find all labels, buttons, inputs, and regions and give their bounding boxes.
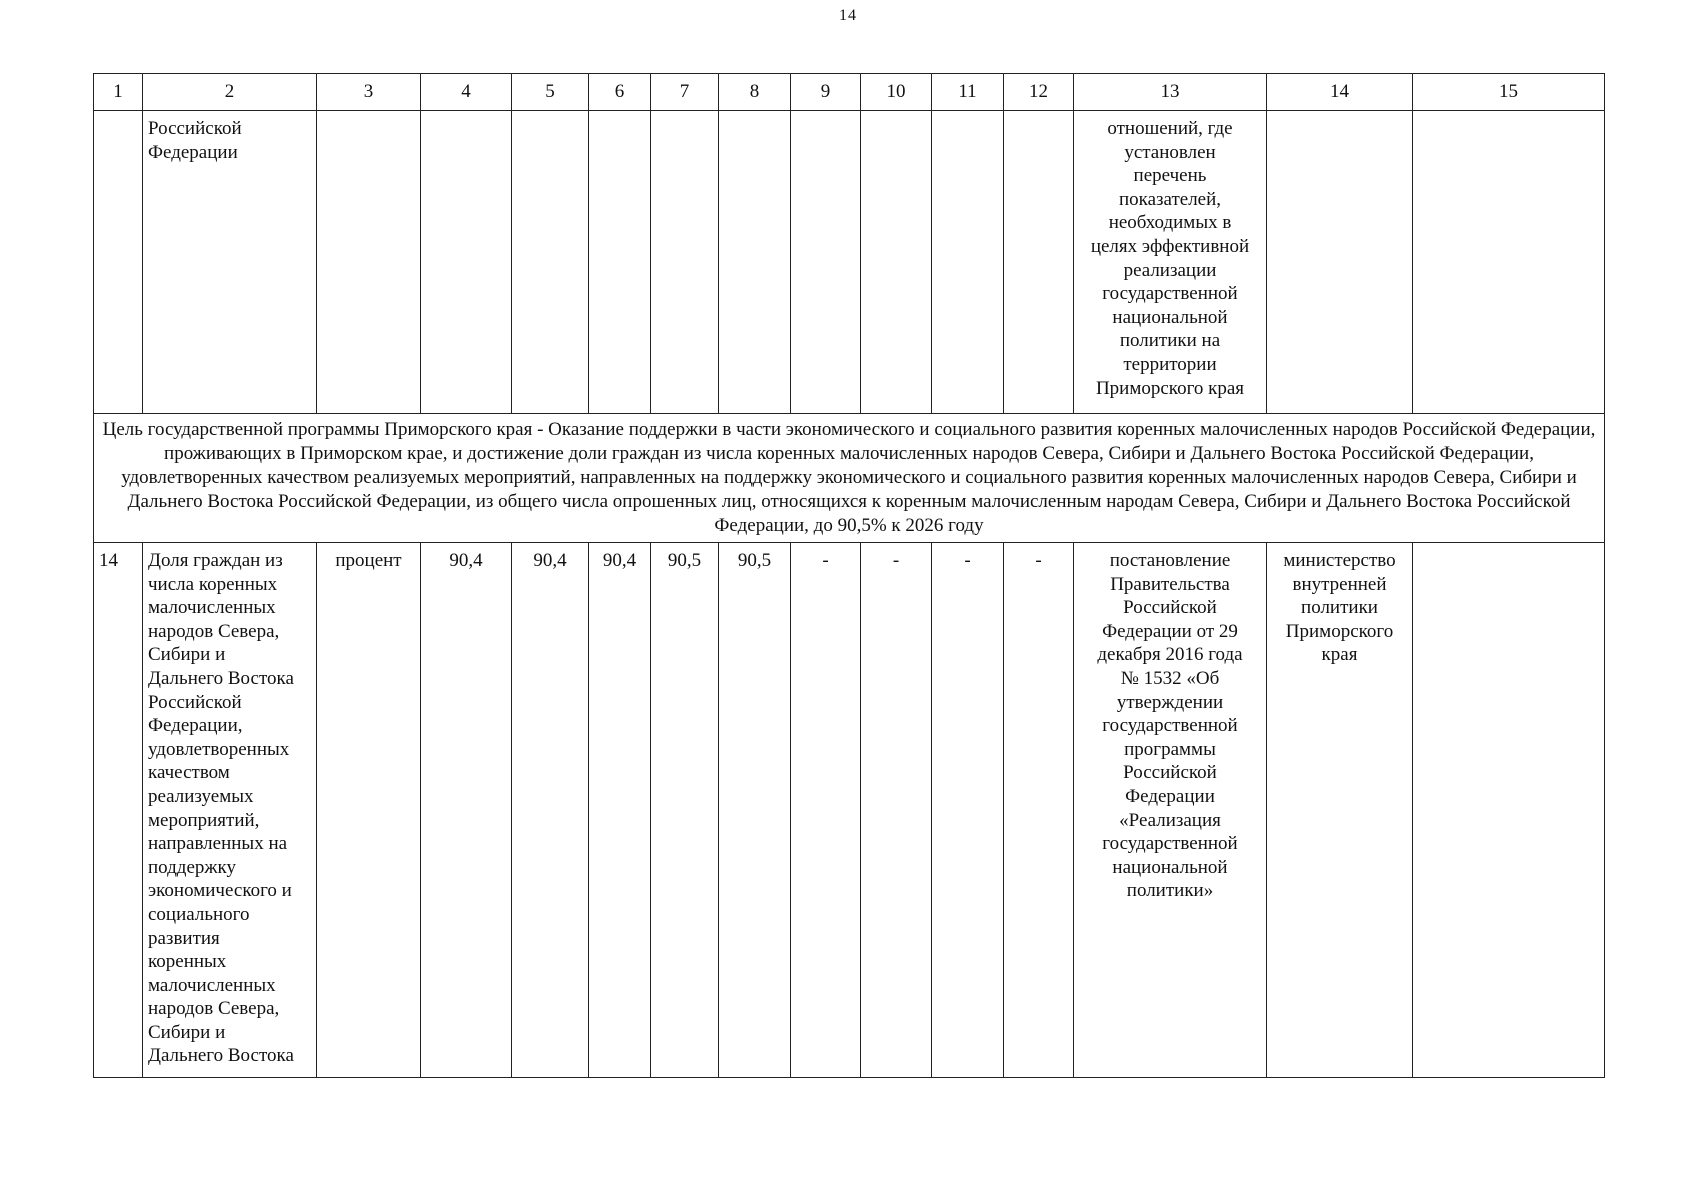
table-row: [94, 111, 1605, 414]
header-cell: 8: [719, 74, 791, 111]
value-cell: -: [861, 543, 932, 1078]
value-cell: 90,5: [651, 543, 719, 1078]
table-cell: [1074, 111, 1267, 414]
table-row: [94, 543, 1605, 1078]
table-cell: [94, 111, 143, 414]
header-cell: 14: [1267, 74, 1413, 111]
header-cell: 11: [932, 74, 1004, 111]
goal-text: Цель государственной программы Приморского края - Оказание поддержки в части экономического и социального развития коренных малочисленных народов Российской Федерации, проживающих в Приморском крае, и достижение доли граждан из числа коренных малочисленных народов Севера, Сибири и Дальнего Востока Российской Федерации, удовлетворенных качеством реализуемых мероприятий, направленных на поддержку экономического и социального развития коренных малочисленных народов Севера, Сибири и Дальнего Востока Российской Федерации, из общего числа опрошенных лиц, относящихся к коренным малочисленным народам Севера, Сибири и Дальнего Востока Российской Федерации, до 90,5% к 2026 году: [94, 414, 1605, 543]
header-cell: 1: [94, 74, 143, 111]
cell-text: Доля граждан из числа коренных малочисленных народов Севера, Сибири и Дальнего Востока Российской Федерации, удовлетворенных качеством реализуемых мероприятий, направленных на поддержку экономического и социального развития коренных малочисленных народов Севера, Сибири и Дальнего Востока: [148, 550, 294, 1067]
value-cell: 90,5: [719, 543, 791, 1078]
table-cell: [791, 111, 861, 414]
table-cell: [861, 111, 932, 414]
header-cell: 6: [589, 74, 651, 111]
table-cell: [421, 111, 512, 414]
table-cell: [1004, 111, 1074, 414]
value-cell: -: [1004, 543, 1074, 1078]
table-cell: [1413, 543, 1605, 1078]
header-cell: 10: [861, 74, 932, 111]
value-cell: 90,4: [589, 543, 651, 1078]
table-cell: [719, 111, 791, 414]
cell-text: министерство внутренней политики Приморского края: [1283, 550, 1396, 666]
table-header-row: [94, 74, 1605, 111]
value-cell: 90,4: [512, 543, 589, 1078]
goal-row: [94, 414, 1605, 543]
table-cell: [1413, 111, 1605, 414]
table-cell: [589, 111, 651, 414]
cell-text: отношений, где установлен перечень показателей, необходимых в целях эффективной реализации государственной национальной политики на территории Приморского края: [1090, 118, 1250, 399]
header-cell: 7: [651, 74, 719, 111]
table-cell: [1267, 111, 1413, 414]
cell-text: Российской Федерации: [148, 118, 242, 163]
indicators-table: [93, 73, 1605, 1078]
header-cell: 2: [143, 74, 317, 111]
table-cell: [512, 111, 589, 414]
header-cell: 5: [512, 74, 589, 111]
header-cell: 15: [1413, 74, 1605, 111]
basis-cell: [1074, 543, 1267, 1078]
table-cell: [143, 111, 317, 414]
table-cell: [317, 111, 421, 414]
unit-cell: процент: [317, 543, 421, 1078]
header-cell: 4: [421, 74, 512, 111]
cell-text: постановление Правительства Российской Федерации от 29 декабря 2016 года № 1532 «Об утверждении государственной программы Российской Федерации «Реализация государственной национальной политики»: [1097, 550, 1243, 902]
table-cell: [651, 111, 719, 414]
row-number: 14: [94, 543, 143, 1078]
value-cell: -: [791, 543, 861, 1078]
table-cell: [932, 111, 1004, 414]
header-cell: 9: [791, 74, 861, 111]
responsible-cell: [1267, 543, 1413, 1078]
header-cell: 12: [1004, 74, 1074, 111]
header-cell: 13: [1074, 74, 1267, 111]
value-cell: -: [932, 543, 1004, 1078]
header-cell: 3: [317, 74, 421, 111]
page-number: 14: [839, 7, 857, 24]
indicator-name: [143, 543, 317, 1078]
value-cell: 90,4: [421, 543, 512, 1078]
